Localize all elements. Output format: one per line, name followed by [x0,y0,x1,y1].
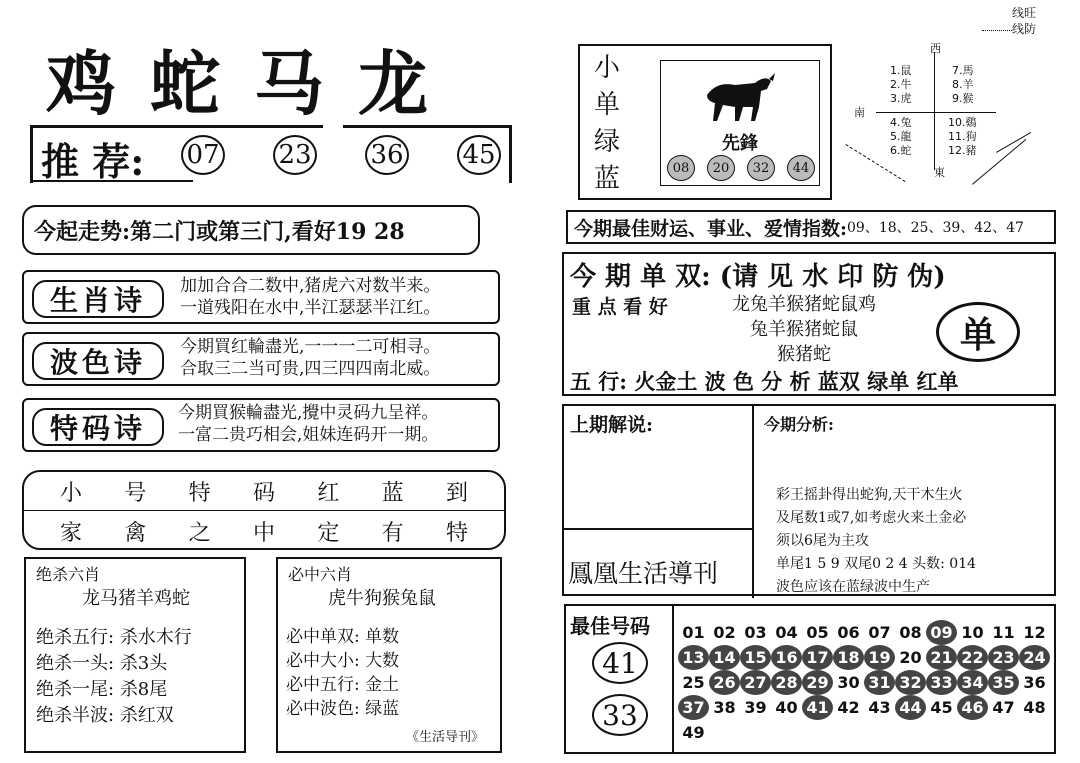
xiaodan-char: 蓝 [594,164,621,194]
must-box [276,557,502,753]
grid-number: 15 [740,645,771,670]
must-animals: 虎牛狗猴兔鼠 [328,588,436,609]
grid-number: 07 [868,623,891,642]
kill-value: 杀8尾 [119,679,168,700]
grid-number: 46 [957,695,988,720]
grid-number: 30 [837,673,860,692]
zodiac-grid [846,42,1046,192]
banner-box [22,470,506,550]
zodiac-cell: 5.龍 [890,130,912,143]
grid-number: 31 [864,670,895,695]
recommend-number: 23 [273,135,317,175]
kill-value: 杀水木行 [119,627,192,648]
banner-char: 定 [317,521,340,546]
grid-number: 42 [837,698,860,717]
analysis-line: 及尾数1或7,如考虑火来土金必 [776,510,967,526]
kill-rows [36,625,192,729]
grid-number: 43 [868,698,891,717]
recommend-label: 推 荐: [41,139,145,184]
zodiac-south: 南 [854,106,865,119]
zodiac-cell: 1.鼠 [890,64,912,77]
banner-char: 蓝 [381,481,404,506]
grid-number: 02 [713,623,736,642]
xiaodan-char: 绿 [594,127,621,157]
must-key: 必中大小: [286,651,360,671]
zodiac-right-bottom [948,116,977,158]
grid-number: 20 [899,648,922,667]
poem-line: 一富二贵巧相会,姐妹连码开一期。 [178,425,439,445]
grid-number: 45 [930,698,953,717]
pioneer-label: 先鋒 [722,133,758,154]
best-label: 最佳号码 [570,614,650,638]
zodiac-right-top [952,64,974,106]
zodiac-cell: 2.牛 [890,78,912,91]
xiaodan-char: 单 [594,90,621,120]
grid-number: 05 [806,623,829,642]
analysis-line: 彩王摇卦得出蛇狗,天干木生火 [776,487,963,503]
grid-number: 34 [957,670,988,695]
grid-number: 12 [1023,623,1046,642]
must-key: 必中单双: [286,627,360,647]
recommend-number: 45 [457,135,501,175]
banner-row-1 [60,476,468,507]
banner-char: 特 [188,481,211,506]
poem-label-special: 特码诗 [32,408,164,446]
kill-key: 绝杀五行: [36,627,115,648]
grid-number: 27 [740,670,771,695]
pioneer-number: 44 [787,155,815,181]
focus-line: 龙兔羊猴猪蛇鼠鸡 [732,294,876,315]
zodiac-cell: 6.蛇 [890,144,912,157]
grid-number: 13 [678,645,709,670]
recommend-box [30,125,511,183]
trend-box [22,205,480,255]
recommend-number: 36 [365,135,409,175]
banner-char: 小 [60,481,83,506]
xiaodan-vertical [594,50,620,198]
grid-number: 38 [713,698,736,717]
must-value: 金土 [365,675,400,695]
grid-number: 35 [988,670,1019,695]
kill-key: 绝杀半波: [36,705,115,726]
analysis-line: 须以6尾为主攻 [776,533,869,549]
banner-char: 有 [381,521,404,546]
last-brand: 鳳凰生活導刊 [568,559,719,588]
pioneer-number: 32 [747,155,775,181]
analysis-line: 单尾1 5 9 双尾0 2 4 头数: 014 [776,556,977,572]
grid-number: 14 [709,645,740,670]
must-value: 绿蓝 [365,699,400,719]
kill-key: 绝杀一尾: [36,679,115,700]
banner-char: 中 [252,521,275,546]
grid-number: 04 [775,623,798,642]
fortune-numbers: 09、18、25、39、42、47 [847,220,1024,236]
grid-number: 48 [1023,698,1046,717]
poem-line: 今期買红輪盡光,一一一二可相寻。 [180,337,441,357]
kill-value: 杀红双 [119,705,174,726]
zodiac-cell: 9.猴 [952,92,974,105]
grid-number: 01 [682,623,705,642]
must-footer: 《生活导刊》 [406,730,485,745]
pioneer-box [660,60,820,186]
grid-number: 18 [833,645,864,670]
grid-number: 24 [1019,645,1050,670]
focus-line: 兔羊猴猪蛇鼠 [750,319,858,340]
zodiac-cell: 8.羊 [952,78,974,91]
page-title: 鸡蛇马龙 [46,42,462,125]
kill-title: 绝杀六肖 [36,565,101,584]
grid-number: 47 [992,698,1015,717]
grid-number: 08 [899,623,922,642]
last-label: 上期解说: [570,414,654,436]
fortune-box [566,210,1056,244]
focus-lines [704,292,904,367]
grid-number: 21 [926,645,957,670]
must-key: 必中波色: [286,699,360,719]
grid-number: 06 [837,623,860,642]
zodiac-left-bottom [890,116,912,158]
kill-key: 绝杀一头: [36,653,115,674]
recommend-number: 07 [181,135,225,175]
poem-line: 今期買猴輪盡光,攪中灵码九呈祥。 [178,403,439,423]
must-key: 必中五行: [286,675,360,695]
analysis-label: 今期分析: [764,415,834,434]
grid-number: 32 [895,670,926,695]
analysis-lines [776,484,976,599]
fortune-label: 今期最佳财运、事业、爱情指数: [574,217,848,240]
zodiac-cell: 10.鷄 [948,116,977,129]
poem-line: 合取三二当可贵,四三四四南北威。 [180,359,441,379]
pioneer-number: 08 [667,155,695,181]
recommend-numbers [181,135,501,175]
zodiac-cell: 4.兔 [890,116,912,129]
horse-icon [699,67,779,129]
poem-frame-special [22,398,500,452]
must-rows [286,625,399,721]
grid-number: 25 [682,673,705,692]
grid-number: 03 [744,623,767,642]
single-double-box [562,252,1056,396]
pioneer-numbers [667,155,815,181]
banner-char: 红 [317,481,340,506]
xiaodan-box [578,44,832,200]
banner-char: 特 [445,521,468,546]
zodiac-cell: 12.豬 [948,144,977,157]
number-grid [678,620,1050,745]
grid-number: 29 [802,670,833,695]
focus-line: 猴猪蛇 [777,344,831,365]
poem-frame-zodiac [22,270,500,324]
grid-number: 16 [771,645,802,670]
grid-number: 11 [992,623,1015,642]
zodiac-cell: 7.馬 [952,64,974,77]
analysis-panel [562,404,1056,596]
banner-char: 之 [188,521,211,546]
poem-line: 加加合合二数中,猪虎六对数半来。 [180,276,441,296]
pioneer-number: 20 [707,155,735,181]
banner-char: 码 [252,481,275,506]
grid-number: 41 [802,695,833,720]
xiaodan-char: 小 [594,53,621,83]
best-pick: 33 [592,694,648,736]
poem-frame-color [22,332,500,386]
kill-animals: 龙马猪羊鸡蛇 [82,588,190,609]
corner-dots [982,30,1012,31]
zodiac-cell: 3.虎 [890,92,912,105]
grid-number: 26 [709,670,740,695]
wuxing-line: 五 行: 火金土 波 色 分 析 蓝双 绿单 红单 [570,369,959,394]
analysis-line: 波色应该在蓝绿波中生产 [776,579,930,595]
grid-number: 22 [957,645,988,670]
zodiac-east: 東 [934,166,945,179]
best-pick: 41 [592,642,648,684]
corner-note-2: 线防 [1012,22,1037,36]
kill-box [24,557,246,753]
grid-number: 44 [895,695,926,720]
must-value: 单数 [365,627,400,647]
focus-label: 重 点 看 好 [572,296,668,318]
poem-label-zodiac: 生肖诗 [32,280,164,318]
grid-number: 33 [926,670,957,695]
kill-value: 杀3头 [119,653,168,674]
poem-line: 一道残阳在水中,半江瑟瑟半江红。 [180,298,441,318]
banner-char: 号 [124,481,147,506]
banner-row-2 [60,516,468,547]
grid-number: 23 [988,645,1019,670]
grid-number: 28 [771,670,802,695]
grid-number: 39 [744,698,767,717]
grid-number: 09 [926,620,957,645]
corner-note-1: 线旺 [1012,6,1037,20]
zodiac-left-top [890,64,912,106]
poem-label-color: 波色诗 [32,342,164,380]
banner-char: 到 [445,481,468,506]
banner-char: 家 [60,521,83,546]
single-double-header: 今 期 单 双: (请 见 水 印 防 伪) [570,262,946,292]
grid-number: 40 [775,698,798,717]
zodiac-west: 西 [930,42,941,55]
single-badge: 单 [936,302,1020,362]
trend-text: 今起走势:第二门或第三门,看好19 28 [34,218,405,245]
grid-number: 17 [802,645,833,670]
grid-number: 37 [678,695,709,720]
grid-number: 49 [682,723,705,742]
banner-char: 禽 [124,521,147,546]
grid-number: 36 [1023,673,1046,692]
zodiac-cell: 11.狗 [948,130,977,143]
must-value: 大数 [365,651,400,671]
grid-number: 10 [961,623,984,642]
grid-number: 19 [864,645,895,670]
must-title: 必中六肖 [288,565,353,584]
